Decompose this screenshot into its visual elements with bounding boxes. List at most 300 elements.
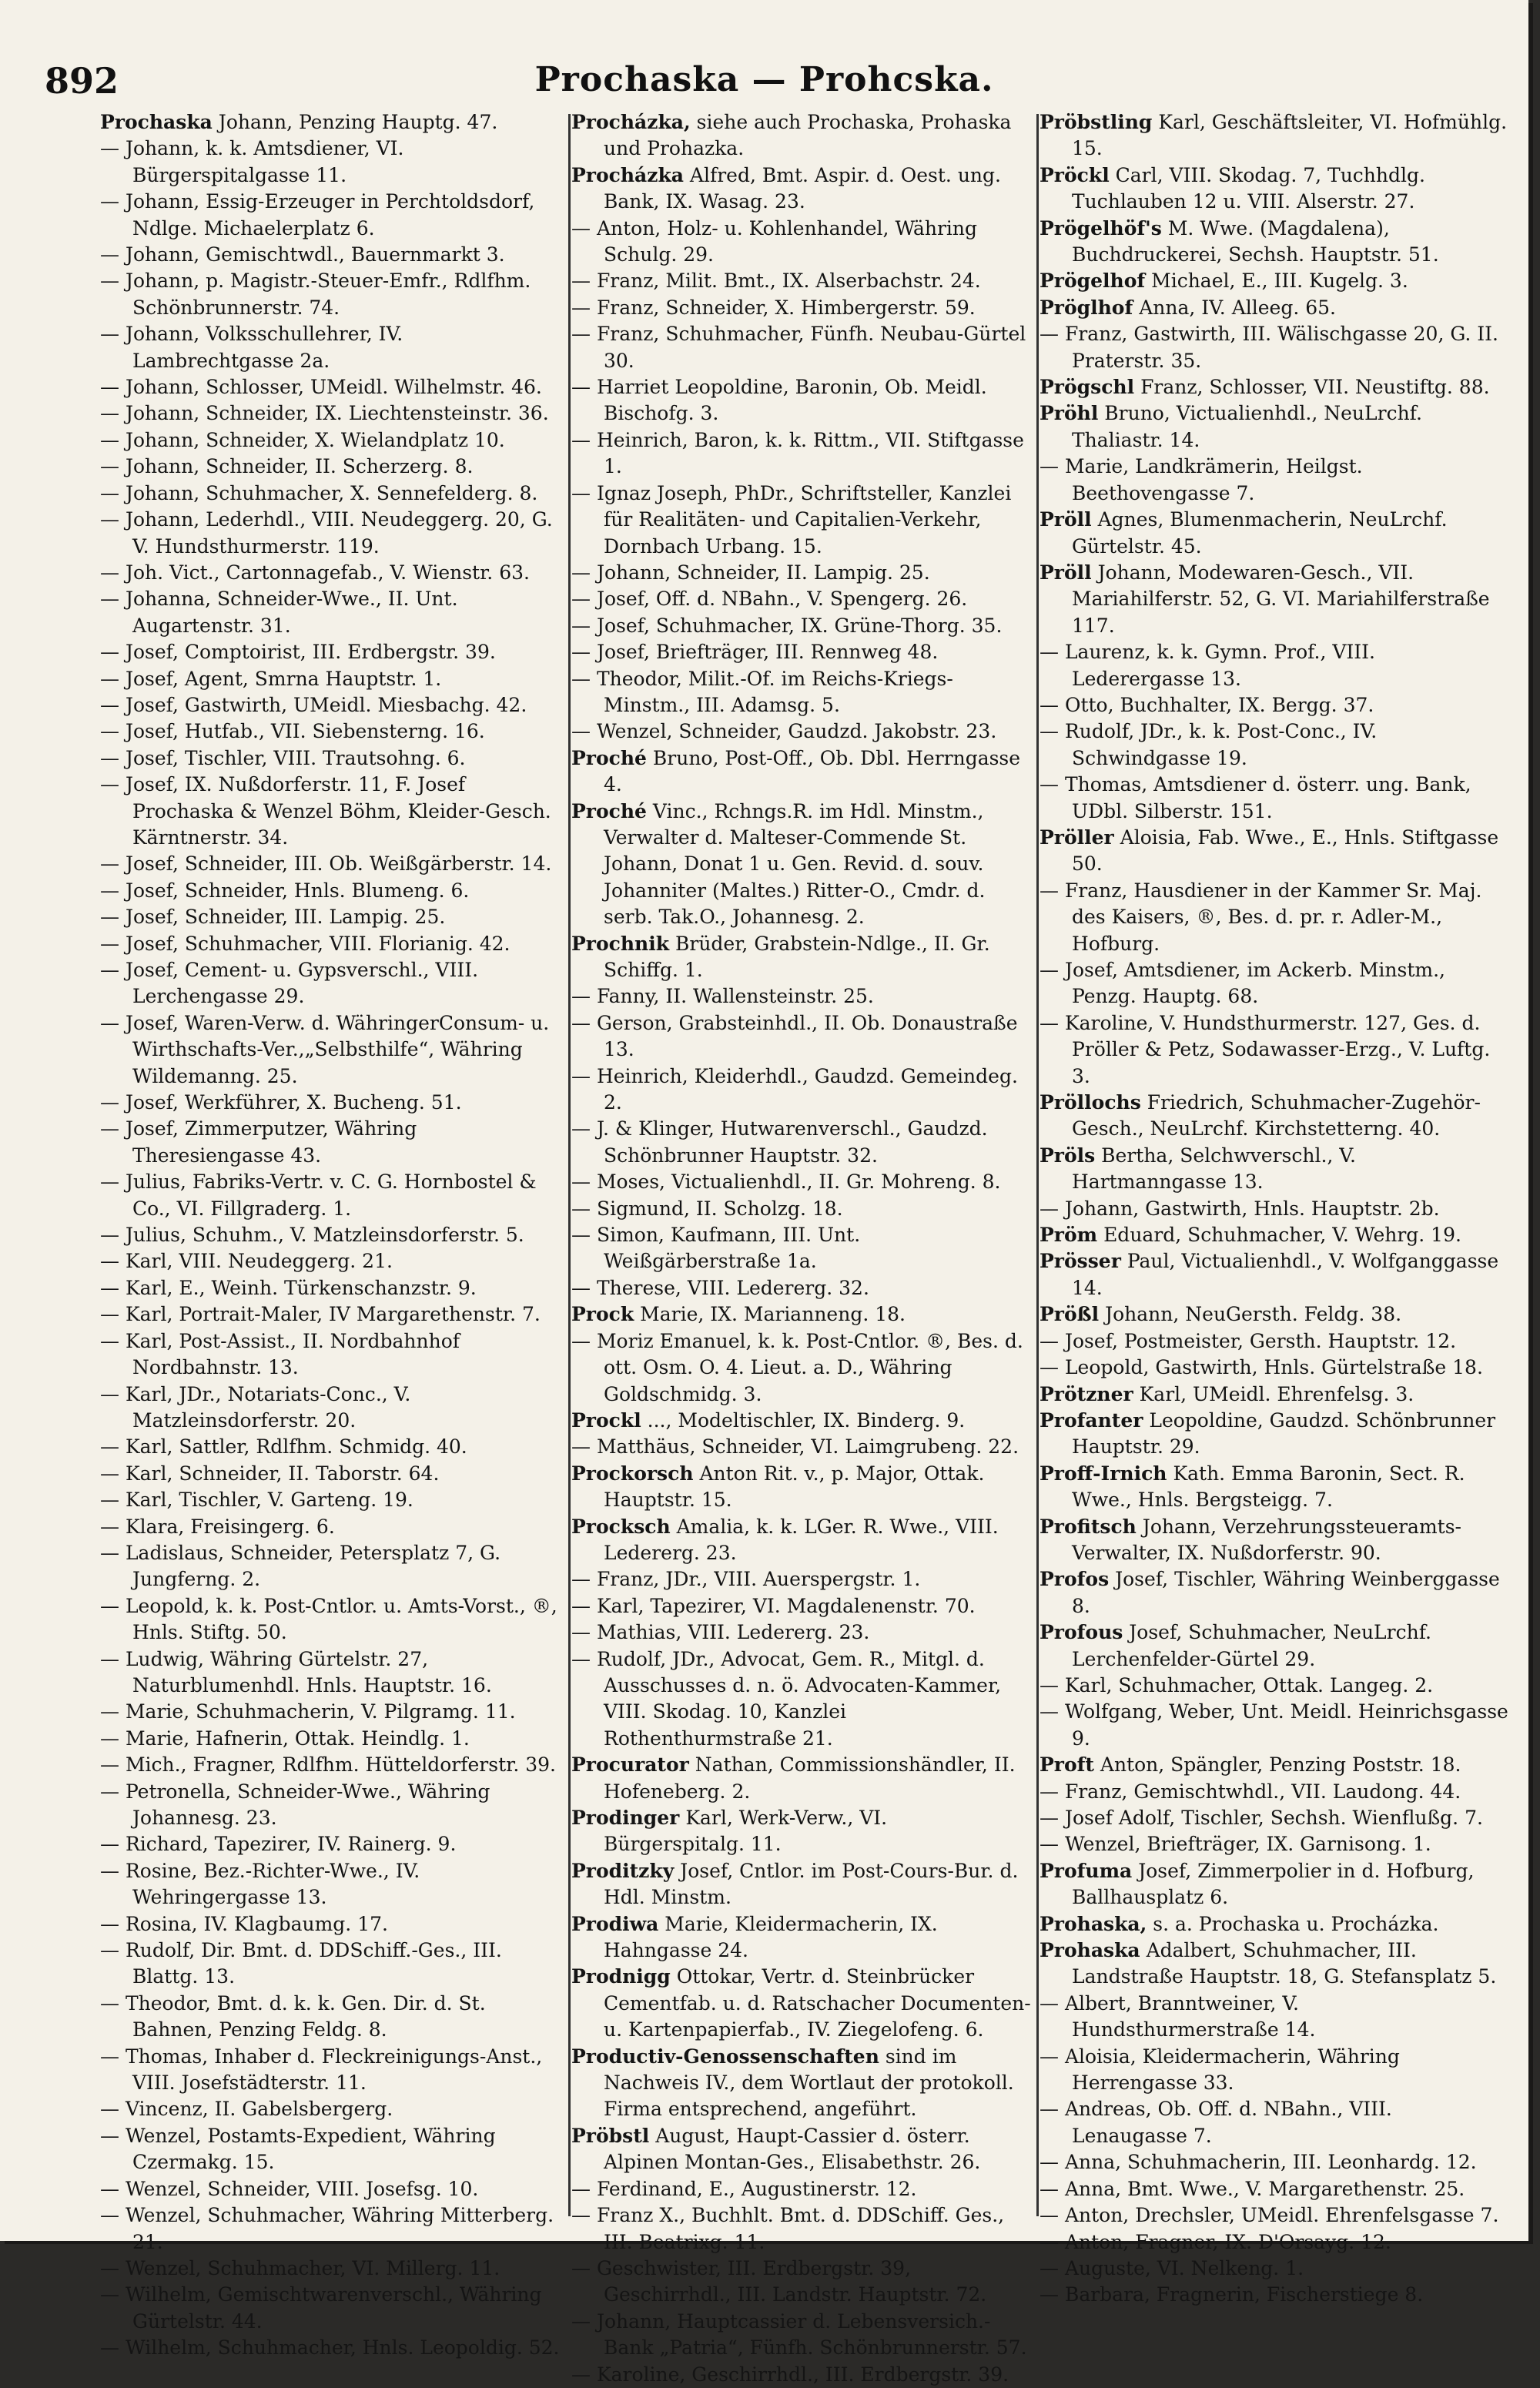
entry-text: Brüder, Grabstein-Ndlge., II. Gr. Schiffg. 1. [604,932,990,981]
directory-entry [571,295,1033,321]
directory-entry [1040,1355,1509,1381]
entry-text: — Heinrich, Baron, k. k. Rittm., VII. Stiftgasse 1. [571,428,1024,478]
entry-text: August, Haupt-Cassier d. österr. Alpinen Montan-Ges., Elisabethstr. 26. [604,2124,981,2174]
entry-text: — Gerson, Grabsteinhdl., II. Ob. Donaustraße 13. [571,1011,1018,1061]
entry-surname: Profuma [1040,1859,1133,1882]
directory-entry [100,1726,568,1752]
directory-entry [100,454,568,480]
directory-entry [571,2256,1033,2309]
entry-text: Bruno, Victualienhdl., NeuLrchf. Thaliastr. 14. [1072,402,1422,451]
entry-text: — Geschwister, III. Erdbergstr. 39, Geschirrhdl., III. Landstr. Hauptstr. 72. [571,2256,987,2306]
directory-entry [571,1646,1033,1753]
entry-text: — Marie, Schuhmacherin, V. Pilgramg. 11. [100,1700,516,1723]
entry-text: — Josef, Schneider, III. Ob. Weißgärberstr. 14. [100,852,552,876]
directory-entry [100,1461,568,1487]
entry-text: — Karoline, V. Hundsthurmerstr. 127, Ges. d. Pröller & Petz, Sodawasser-Erzg., V. Luftg. 3. [1040,1011,1491,1087]
directory-entry [100,1646,568,1700]
entry-text: siehe auch Prochaska, Prohaska und Prohazka. [604,111,1012,160]
entry-text: — Franz, Gemischtwhdl., VII. Laudong. 44. [1040,1780,1461,1803]
entry-text: Michael, E., III. Kugelg. 3. [1151,270,1408,293]
directory-entry [1040,1010,1509,1090]
directory-entry [100,957,568,1010]
directory-entry [1040,454,1509,507]
entry-text: — Wenzel, Schneider, Gaudzd. Jakobstr. 23. [571,720,997,743]
entry-text: — Josef, Schuhmacher, VIII. Florianig. 42. [100,932,511,955]
entry-surname: Prodinger [571,1807,680,1829]
entry-text: — Marie, Landkrämerin, Heilgst. Beethovengasse 7. [1040,455,1363,504]
entry-text: — Johann, k. k. Amtsdiener, VI. Bürgerspitalgasse 11. [100,137,404,186]
entry-text: — Josef, Werkführer, X. Bucheng. 51. [100,1091,462,1114]
entry-text: — Wolfgang, Weber, Unt. Meidl. Heinrichsgasse 9. [1040,1700,1508,1750]
directory-entry [100,1831,568,1857]
directory-entry [100,1699,568,1725]
directory-entry [571,1858,1033,1911]
entry-text: — Ignaz Joseph, PhDr., Schriftsteller, Kanzlei für Realitäten- und Capitalien-Verkehr, Dornbach Urbang. 15. [571,481,1012,558]
entry-text: — Josef Adolf, Tischler, Sechsh. Wienflußg. 7. [1040,1807,1483,1829]
directory-entry [571,427,1033,481]
directory-entry [571,1169,1033,1195]
entry-text: Aloisia, Fab. Wwe., E., Hnls. Stiftgasse 50. [1072,826,1499,876]
entry-surname: Prösser [1040,1250,1121,1273]
entry-text: Karl, UMeidl. Ehrenfelsg. 3. [1139,1382,1414,1405]
entry-text: Nathan, Commissionshändler, II. Hofeneberg. 2. [604,1753,1016,1803]
directory-entry [100,692,568,718]
directory-entry [100,878,568,904]
directory-entry [100,242,568,268]
directory-entry [1040,1328,1509,1355]
entry-text: Marie, IX. Marianneng. 18. [640,1303,906,1326]
directory-entry [571,1301,1033,1328]
directory-entry [1040,1619,1509,1673]
entry-text: — Josef, Agent, Smrna Hauptstr. 1. [100,667,442,690]
entry-text: — Karl, Post-Assist., II. Nordbahnhof Nordbahnstr. 13. [100,1329,460,1379]
entry-text: — Karl, Schneider, II. Taborstr. 64. [100,1462,440,1485]
entry-text: — Josef, Comptoirist, III. Erdbergstr. 39. [100,641,496,664]
directory-entry [571,1593,1033,1619]
entry-text: — Anton, Holz- u. Kohlenhandel, Währing Schulg. 29. [571,216,978,266]
entry-text: — Johann, Gemischtwdl., Bauernmarkt 3. [100,243,505,266]
entry-surname: Pröglhof [1040,296,1133,319]
entry-text: Karl, Werk-Verw., VI. Bürgerspitalg. 11. [604,1807,888,1856]
entry-text: Bertha, Selchwverschl., V. Hartmanngasse 13. [1072,1144,1356,1194]
directory-entry [1040,1143,1509,1196]
entry-text: — Simon, Kaufmann, III. Unt. Weißgärberstraße 1a. [571,1224,861,1273]
directory-entry [571,1461,1033,1514]
directory-entry [571,639,1033,665]
entry-text: — Wilhelm, Schuhmacher, Hnls. Leopoldig. 52. [100,2336,560,2360]
directory-entry [100,1514,568,1540]
entry-text: — Heinrich, Kleiderhdl., Gaudzd. Gemeindeg. 2. [571,1064,1018,1114]
directory-entry [100,427,568,454]
entry-text: — Johann, Gastwirth, Hnls. Hauptstr. 2b. [1040,1197,1440,1220]
directory-entry [1040,692,1509,718]
entry-text: — Petronella, Schneider-Wwe., Währing Johannesg. 23. [100,1780,490,1829]
directory-entry [1040,560,1509,639]
directory-entry [1040,2202,1509,2229]
entry-surname: Pröll [1040,508,1092,531]
entry-text: — Josef, IX. Nußdorferstr. 11, F. Josef Prochaska & Wenzel Böhm, Kleider-Gesch. Kärntnerstr. 34. [100,773,551,849]
entry-surname: Pröbstl [571,2124,650,2147]
directory-entry [1040,374,1509,400]
directory-entry [1040,1699,1509,1752]
directory-entry [571,1328,1033,1408]
entry-text: — Johann, Schneider, II. Lampig. 25. [571,561,930,584]
entry-text: — Sigmund, II. Scholzg. 18. [571,1197,843,1220]
directory-entry [100,374,568,400]
entry-text: Josef, Cntlor. im Post-Cours-Bur. d. Hdl. Minstm. [604,1859,1019,1909]
entry-text: Agnes, Blumenmacherin, NeuLrchf. Gürtelstr. 45. [1072,508,1448,558]
entry-text: — Johann, Schneider, II. Scherzerg. 8. [100,455,474,478]
directory-entry [571,586,1033,612]
directory-entry [100,1434,568,1460]
column-rule-2 [1036,114,1039,2216]
entry-text: — Ferdinand, E., Augustinerstr. 12. [571,2177,917,2200]
directory-entry [571,1805,1033,1858]
entry-text: — Josef, Amtsdiener, im Ackerb. Minstm., Penzg. Hauptg. 68. [1040,959,1445,1008]
entry-text: Josef, Tischler, Währing Weinberggasse 8. [1072,1568,1500,1617]
entry-text: — Wenzel, Schuhmacher, VI. Millerg. 11. [100,2256,500,2279]
directory-entry [571,931,1033,984]
directory-entry [571,481,1033,560]
entry-surname: Prögschl [1040,376,1135,399]
entry-text: — Josef, Hutfab., VII. Siebensterng. 16. [100,720,485,743]
entry-text: — Johann, Schneider, IX. Liechtensteinstr. 36. [100,402,549,425]
entry-text: — Franz, Gastwirth, III. Wälischgasse 20, G. II. Praterstr. 35. [1040,323,1499,372]
directory-entry [100,481,568,507]
directory-entry [1040,1831,1509,1857]
entry-text: — Johanna, Schneider-Wwe., II. Unt. Augartenstr. 31. [100,588,458,637]
entry-text: — Wenzel, Schuhmacher, Währing Mitterberg. 21. [100,2204,554,2253]
entry-text: Johann, Verzehrungssteueramts-Verwalter, IX. Nußdorferstr. 90. [1072,1515,1461,1564]
entry-text: — Johann, Volksschullehrer, IV. Lambrechtgasse 2a. [100,323,403,372]
entry-text: — Andreas, Ob. Off. d. NBahn., VIII. Lenaugasse 7. [1040,2098,1392,2147]
entry-text: — Julius, Fabriks-Vertr. v. C. G. Hornbostel & Co., VI. Fillgraderg. 1. [100,1171,537,1220]
entry-surname: Procházka [571,163,684,186]
directory-entry [1040,295,1509,321]
entry-surname: Prodnigg [571,1965,671,1988]
directory-entry [100,1991,568,2044]
directory-entry [1040,1382,1509,1408]
entry-text: — Franz, Schneider, X. Himbergerstr. 59. [571,296,976,319]
directory-entry [100,931,568,957]
directory-entry [1040,1779,1509,1805]
directory-entry [571,321,1033,374]
entry-surname: Pröm [1040,1224,1098,1247]
directory-entry [571,268,1033,294]
entry-text: — Josef, Cement- u. Gypsverschl., VIII. Lerchengasse 29. [100,959,479,1008]
entry-surname: Pröls [1040,1144,1096,1167]
entry-text: — Rosina, IV. Klagbaumg. 17. [100,1912,388,1935]
directory-entry [100,2282,568,2335]
entry-text: — Johann, p. Magistr.-Steuer-Emfr., Rdlfhm. Schönbrunnerstr. 74. [100,270,531,319]
entry-text: — Josef, Tischler, VIII. Trautsohng. 6. [100,746,466,769]
entry-surname: Profitsch [1040,1515,1137,1538]
directory-entry [571,216,1033,269]
entry-text: Anna, IV. Alleeg. 65. [1139,296,1336,319]
directory-entry [100,904,568,930]
entry-surname: Pröller [1040,826,1114,849]
directory-entry [571,2123,1033,2176]
entry-surname: Prötzner [1040,1382,1133,1405]
entry-text: — Johann, Lederhdl., VIII. Neudeggerg. 20, G. V. Hundsthurmerstr. 119. [100,508,553,558]
entry-text: — Franz, Hausdiener in der Kammer Sr. Maj. des Kaisers, ®, Bes. d. pr. r. Adler-M., Hofburg. [1040,879,1482,955]
entry-text: — Rudolf, JDr., Advocat, Gem. R., Mitgl. d. Ausschusses d. n. ö. Advocaten-Kammer, VIII. Skodag. 10, Kanzlei Rothenthurmstraße 21. [571,1647,1002,1750]
entry-text: — Laurenz, k. k. Gymn. Prof., VIII. Lederergasse 13. [1040,641,1375,690]
entry-text: Adalbert, Schuhmacher, III. Landstraße Hauptstr. 18, G. Stefansplatz 5. [1072,1939,1497,1988]
directory-entry [1040,1248,1509,1301]
directory-entry [100,666,568,692]
entry-text: Anton, Spängler, Penzing Poststr. 18. [1100,1753,1461,1777]
directory-entry [1040,878,1509,957]
directory-entry [571,2202,1033,2256]
directory-entry [571,1116,1033,1169]
directory-entry [1040,1566,1509,1619]
entry-text: — Auguste, VI. Nelkeng. 1. [1040,2256,1304,2279]
entry-text: — Karl, Portrait-Maler, IV Margarethenstr. 7. [100,1303,541,1326]
entry-text: — Ludwig, Währing Gürtelstr. 27, Naturblumenhdl. Hnls. Hauptstr. 16. [100,1647,492,1696]
entry-text: — Theodor, Bmt. d. k. k. Gen. Dir. d. St. Bahnen, Penzing Feldg. 8. [100,1991,486,2041]
entry-text: — Moses, Victualienhdl., II. Gr. Mohreng. 8. [571,1171,1001,1194]
entry-text: Johann, Penzing Hauptg. 47. [218,111,498,133]
entry-text: ..., Modeltischler, IX. Binderg. 9. [647,1408,966,1432]
directory-entry [571,718,1033,745]
entry-text: — Johann, Hauptcassier d. Lebensversich.-Bank „Patria“, Fünfh. Schönbrunnerstr. 57. [571,2309,1027,2360]
entry-text: — Josef, Zimmerputzer, Währing Theresiengasse 43. [100,1117,417,1167]
entry-text: — Franz, Milit. Bmt., IX. Alserbachstr. 24. [571,270,981,293]
directory-entry [100,560,568,586]
entry-text: — Josef, Off. d. NBahn., V. Spengerg. 26. [571,588,968,611]
directory-entry [100,1593,568,1646]
entry-text: — Johann, Schlosser, UMeidl. Wilhelmstr. 46. [100,376,542,399]
directory-entry [100,2176,568,2202]
directory-entry [1040,772,1509,825]
entry-surname: Procksch [571,1515,671,1538]
entry-text: Carl, VIII. Skodag. 7, Tuchhdlg. Tuchlauben 12 u. VIII. Alserstr. 27. [1072,163,1425,213]
entry-text: — Joh. Vict., Cartonnagefab., V. Wienstr. 63. [100,561,530,584]
entry-text: — Thomas, Inhaber d. Fleckreinigungs-Anst., VIII. Josefstädterstr. 11. [100,2045,543,2095]
directory-entry [100,1010,568,1090]
entry-text: — Josef, Schuhmacher, IX. Grüne-Thorg. 35. [571,614,1003,637]
entry-text: — Karl, Schuhmacher, Ottak. Langeg. 2. [1040,1673,1434,1696]
entry-text: — Karl, Tischler, V. Garteng. 19. [100,1489,413,1512]
entry-text: — Harriet Leopoldine, Baronin, Ob. Meidl. Bischofg. 3. [571,376,987,425]
entry-surname: Profous [1040,1621,1123,1644]
entry-text: — Ladislaus, Schneider, Petersplatz 7, G. Jungferng. 2. [100,1541,501,1591]
entry-text: Vinc., Rchngs.R. im Hdl. Minstm., Verwalter d. Malteser-Commende St. Johann, Donat 1 u. Gen. Revid. d. souv. Johanniter (Maltes.) Ritter-O., Cmdr. d. serb. Tak.O., Johannesg. 2. [604,799,986,929]
entry-text: Bruno, Post-Off., Ob. Dbl. Herrngasse 4. [604,746,1021,796]
directory-entry [571,745,1033,799]
directory-entry [100,639,568,665]
directory-entry [100,2256,568,2282]
column-1 [100,109,568,2360]
entry-text: — Therese, VIII. Ledererg. 32. [571,1276,869,1299]
entry-text: — Julius, Schuhm., V. Matzleinsdorferstr. 5. [100,1224,524,1247]
entry-text: — Josef, Gastwirth, UMeidl. Miesbachg. 42. [100,693,527,716]
entry-text: — Albert, Branntweiner, V. Hundsthurmerstraße 14. [1040,1991,1316,2041]
entry-text: M. Wwe. (Magdalena), Buchdruckerei, Sechsh. Hauptstr. 51. [1072,216,1439,266]
column-rule-1 [568,114,571,2216]
entry-text: — Karl, JDr., Notariats-Conc., V. Matzleinsdorferstr. 20. [100,1382,411,1432]
entry-text: — Josef, Briefträger, III. Rennweg 48. [571,641,939,664]
directory-entry [100,268,568,321]
directory-entry [100,1248,568,1274]
directory-entry [571,1964,1033,2043]
directory-entry [571,162,1033,216]
entry-text: — Franz, JDr., VIII. Auerspergstr. 1. [571,1568,921,1591]
directory-entry [100,2202,568,2256]
entry-text: — Josef, Postmeister, Gersth. Hauptstr. 12. [1040,1329,1457,1352]
entry-surname: Prockorsch [571,1462,694,1485]
entry-text: sind im Nachweis IV., dem Wortlaut der protokoll. Firma entsprechend, angeführt. [604,2045,1014,2121]
entry-text: Franz, Schlosser, VII. Neustiftg. 88. [1140,376,1490,399]
directory-entry [1040,507,1509,560]
directory-entry [100,1275,568,1301]
entry-text: — Matthäus, Schneider, VI. Laimgrubeng. 22. [571,1435,1019,1459]
directory-entry [100,1752,568,1778]
directory-entry [571,1010,1033,1063]
entry-text: Eduard, Schuhmacher, V. Wehrg. 19. [1103,1224,1461,1247]
entry-text: Alfred, Bmt. Aspir. d. Oest. ung. Bank, IX. Wasag. 23. [604,163,1001,213]
directory-entry [1040,1196,1509,1222]
directory-entry [100,1328,568,1382]
entry-surname: Profos [1040,1568,1110,1591]
entry-text: — Josef, Schneider, Hnls. Blumeng. 6. [100,879,470,902]
entry-text: Kath. Emma Baronin, Sect. R. Wwe., Hnls. Bergsteigg. 7. [1072,1462,1465,1512]
directory-entry [571,2309,1033,2362]
directory-entry [100,2096,568,2122]
entry-text: Ottokar, Vertr. d. Steinbrücker Cementfab. u. d. Ratschacher Documenten- u. Kartenpapierfab., IV. Ziegelofeng. 6. [604,1965,1031,2041]
directory-entry [100,507,568,560]
directory-entry [1040,2229,1509,2256]
entry-surname: Prögelhöf's [1040,216,1162,239]
running-head: Prochaska — Prohcska. [534,60,994,99]
directory-entry [1040,2176,1509,2202]
directory-entry [571,1752,1033,1805]
entry-text: — Franz, Schuhmacher, Fünfh. Neubau-Gürtel 30. [571,323,1026,372]
entry-surname: Prock [571,1303,634,1326]
entry-text: — Karl, E., Weinh. Türkenschanzstr. 9. [100,1276,477,1299]
directory-entry [100,2335,568,2361]
entry-text: Leopoldine, Gaudzd. Schönbrunner Hauptstr. 29. [1072,1408,1496,1459]
entry-surname: Prochaska [100,111,213,133]
directory-entry [100,586,568,639]
directory-entry [1040,109,1509,162]
entry-text: Amalia, k. k. LGer. R. Wwe., VIII. Ledererg. 23. [604,1515,999,1564]
entry-text: Marie, Kleidermacherin, IX. Hahngasse 24. [604,1912,938,1962]
directory-entry [100,1540,568,1593]
entry-text: — Rudolf, JDr., k. k. Post-Conc., IV. Schwindgasse 19. [1040,720,1378,769]
entry-surname: Pröckl [1040,163,1110,186]
directory-entry [100,1116,568,1169]
entry-surname: Pröllochs [1040,1091,1141,1114]
entry-text: — Josef, Waren-Verw. d. WähringerConsum- u. Wirthschafts-Ver.,„Selbsthilfe“, Währing Wildemanng. 25. [100,1011,550,1087]
entry-surname: Pröhl [1040,402,1099,425]
entry-text: — Wenzel, Postamts-Expedient, Währing Czermakg. 15. [100,2124,496,2174]
directory-entry [100,2044,568,2097]
directory-entry [1040,1752,1509,1778]
entry-text: — Franz X., Buchhlt. Bmt. d. DDSchiff. Ges., III. Beatrixg. 11. [571,2204,1005,2253]
entry-text: — Richard, Tapezirer, IV. Rainerg. 9. [100,1833,457,1856]
entry-surname: Proché [571,746,647,769]
directory-entry [571,666,1033,719]
entry-text: — Anton, Drechsler, UMeidl. Ehrenfelsgasse 7. [1040,2204,1499,2227]
directory-entry [1040,2256,1509,2282]
directory-entry [571,1619,1033,1646]
directory-entry [1040,1408,1509,1461]
directory-entry [571,2362,1033,2388]
directory-entry [100,189,568,242]
directory-entry [1040,216,1509,269]
entry-text: — Johann, Schneider, X. Wielandplatz 10. [100,428,505,451]
entry-surname: Profanter [1040,1408,1143,1432]
entry-surname: Pröbstling [1040,111,1153,133]
directory-entry [100,136,568,189]
directory-entry [1040,1673,1509,1699]
directory-entry [100,772,568,851]
entry-surname: Prockl [571,1408,641,1432]
directory-entry [100,1911,568,1938]
directory-entry [571,983,1033,1010]
directory-entry [100,1222,568,1248]
entry-text: — Wilhelm, Gemischtwarenverschl., Währing Gürtelstr. 44. [100,2283,542,2333]
entry-text: Josef, Schuhmacher, NeuLrchf. Lerchenfelder-Gürtel 29. [1072,1621,1432,1670]
directory-entry [571,1514,1033,1567]
directory-entry [571,1911,1033,1964]
entry-text: — Moriz Emanuel, k. k. Post-Cntlor. ®, Bes. d. ott. Osm. O. 4. Lieut. a. D., Währing Goldschmidg. 3. [571,1329,1023,1405]
directory-entry [100,851,568,877]
directory-entry [571,1408,1033,1434]
entry-text: — Karl, VIII. Neudeggerg. 21. [100,1250,393,1273]
entry-text: — Karoline, Geschirrhdl., III. Erdbergstr. 39. [571,2363,1009,2386]
directory-entry [1040,1222,1509,1248]
directory-entry [1040,400,1509,454]
directory-entry [1040,1858,1509,1911]
entry-text: — Fanny, II. Wallensteinstr. 25. [571,985,874,1008]
column-3 [1040,109,1509,2306]
directory-entry [571,1196,1033,1222]
entry-surname: Prohaska, [1040,1912,1147,1935]
entry-surname: Proff-Irnich [1040,1462,1167,1485]
directory-entry [1040,1938,1509,1991]
entry-surname: Prodiwa [571,1912,659,1935]
directory-entry [100,1858,568,1911]
directory-entry [1040,1911,1509,1938]
directory-entry [1040,1991,1509,2044]
directory-entry [100,718,568,745]
entry-text: — Mathias, VIII. Ledererg. 23. [571,1621,870,1644]
directory-entry [1040,1461,1509,1514]
directory-entry [1040,2282,1509,2308]
directory-entry [1040,2044,1509,2097]
directory-entry [571,374,1033,427]
entry-text: Anton Rit. v., p. Major, Ottak. Hauptstr. 15. [604,1462,985,1512]
directory-entry [100,745,568,772]
entry-surname: Prohaska [1040,1939,1140,1962]
directory-entry [100,1487,568,1513]
entry-text: Josef, Zimmerpolier in d. Hofburg, Ballhausplatz 6. [1072,1859,1475,1909]
directory-entry [100,1938,568,1991]
directory-entry [100,321,568,374]
entry-text: Karl, Geschäftsleiter, VI. Hofmühlg. 15. [1072,111,1508,160]
column-2 [571,109,1033,2386]
directory-entry [1040,162,1509,216]
directory-entry [1040,1301,1509,1328]
directory-entry [100,1779,568,1832]
directory-entry [1040,321,1509,374]
directory-entry [100,400,568,427]
directory-entry [1040,1514,1509,1567]
entry-surname: Proditzky [571,1859,675,1882]
